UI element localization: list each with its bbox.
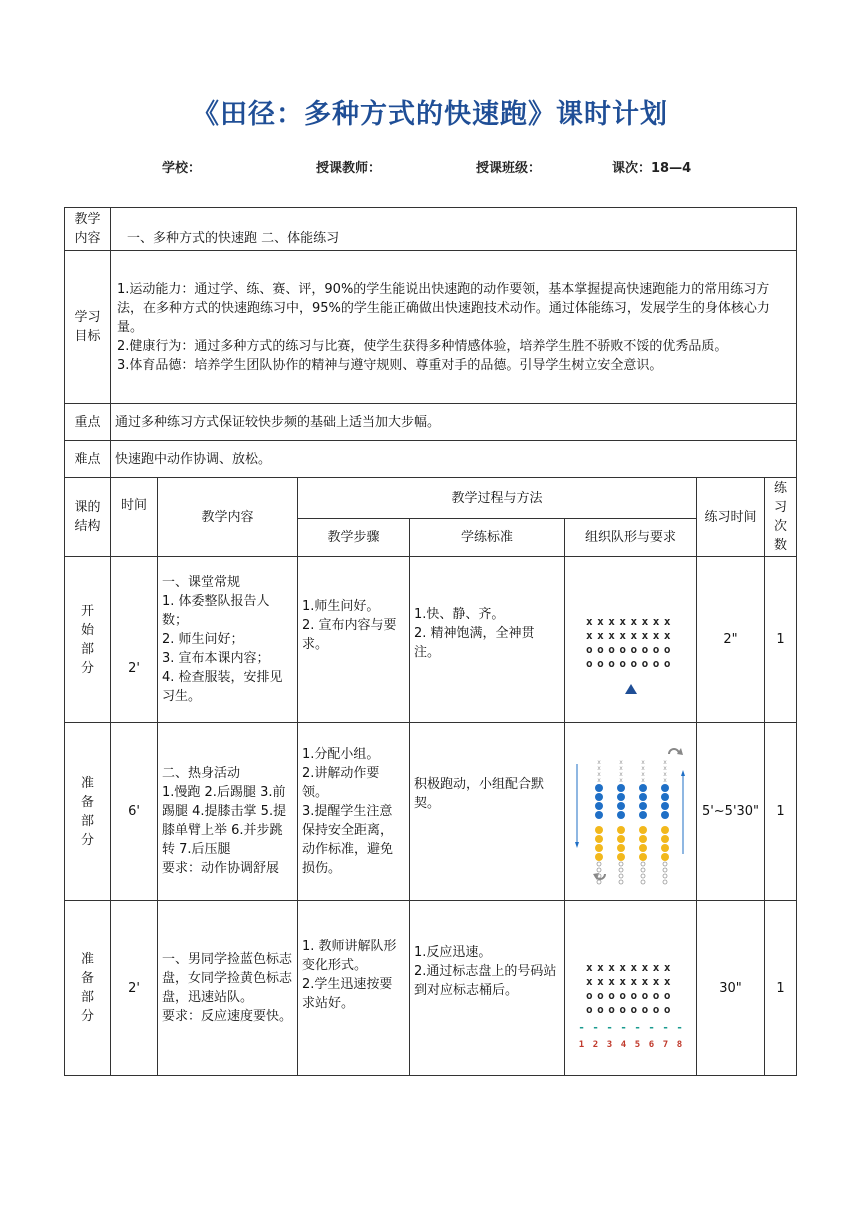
girl-row: oooooooo	[586, 643, 675, 656]
part-steps: 1.师生问好。 2. 宣布内容与要求。	[298, 557, 410, 723]
boy-row: xxxxxxxx	[586, 960, 675, 974]
yellow-disc	[595, 853, 603, 861]
key-row	[65, 404, 797, 441]
header-steps: 教学步骤	[298, 519, 410, 557]
blue-disc	[595, 784, 603, 792]
lesson-plan-table	[64, 207, 797, 1076]
boy-marker: x	[597, 776, 601, 784]
boy-row: xxxxxxxx	[586, 629, 675, 642]
yellow-disc	[639, 826, 647, 834]
boy-marker: x	[641, 770, 645, 778]
part-standard: 积极跑动，小组配合默契。	[410, 723, 565, 901]
girl-marker	[597, 862, 601, 866]
girl-marker	[663, 874, 667, 878]
marker-dash-row	[565, 1021, 696, 1035]
part-label: 准备部分	[65, 723, 111, 901]
yellow-disc	[661, 853, 669, 861]
boy-marker: x	[641, 776, 645, 784]
objectives-text	[111, 251, 797, 404]
blue-disc	[661, 784, 669, 792]
part-standard: 1.快、静、齐。 2. 精神饱满，全神贯注。	[410, 557, 565, 723]
yellow-disc	[617, 853, 625, 861]
girl-marker	[619, 862, 623, 866]
boy-marker: x	[597, 770, 601, 778]
part-count: 1	[765, 901, 797, 1076]
difficulty-row	[65, 441, 797, 478]
boy-row: xxxxxxxx	[586, 615, 675, 628]
part-count: 1	[765, 723, 797, 901]
boy-marker: x	[663, 758, 667, 766]
yellow-disc	[639, 853, 647, 861]
girl-row: oooooooo	[586, 1002, 675, 1016]
marker-number: 5	[634, 1039, 641, 1050]
marker-dash: -	[634, 1020, 641, 1034]
marker-number: 6	[648, 1039, 655, 1050]
marker-number: 3	[606, 1039, 613, 1050]
formation-grid	[565, 615, 696, 671]
yellow-disc	[595, 835, 603, 843]
part-label: 开始部分	[65, 557, 111, 723]
header-teaching-content: 教学内容	[158, 478, 298, 557]
part-practice-time: 5'~5'30"	[697, 723, 765, 901]
marker-dash: -	[676, 1020, 683, 1034]
objective-3: 3.体育品德：培养学生团队协作的精神与遵守规则、尊重对手的品德。引导学生树立安全意识。	[117, 357, 663, 373]
content-label: 教学内容	[65, 208, 111, 251]
part-time: 2'	[111, 901, 158, 1076]
girl-marker	[641, 868, 645, 872]
girl-marker	[663, 880, 667, 884]
yellow-disc	[617, 826, 625, 834]
blue-disc	[639, 793, 647, 801]
formation-diagram-warmup	[565, 723, 697, 901]
boy-row: xxxxxxxx	[586, 974, 675, 988]
difficulty-label: 难点	[65, 441, 111, 478]
girl-marker	[597, 868, 601, 872]
marker-dash: -	[662, 1020, 669, 1034]
content-text: 一、多种方式的快速跑 二、体能练习	[111, 208, 797, 251]
class-label: 授课班级：	[476, 161, 542, 176]
header-standard: 学练标准	[410, 519, 565, 557]
girl-row: oooooooo	[586, 988, 675, 1002]
teacher-marker-icon	[565, 681, 696, 700]
marker-number-row	[565, 1037, 696, 1052]
part-time: 6'	[111, 723, 158, 901]
blue-disc	[639, 802, 647, 810]
girl-marker	[619, 880, 623, 884]
girl-marker	[597, 880, 601, 884]
yellow-disc	[639, 844, 647, 852]
marker-dash: -	[648, 1020, 655, 1034]
yellow-disc	[617, 835, 625, 843]
key-label: 重点	[65, 404, 111, 441]
blue-disc	[595, 802, 603, 810]
blue-disc	[617, 784, 625, 792]
blue-disc	[639, 784, 647, 792]
part-label: 准备部分	[65, 901, 111, 1076]
boy-marker: x	[663, 764, 667, 772]
part-count: 1	[765, 557, 797, 723]
formation-diagram-start	[565, 557, 697, 723]
part-steps: 1. 教师讲解队形变化形式。 2.学生迅速按要求站好。	[298, 901, 410, 1076]
objective-2: 2.健康行为：通过多种方式的练习与比赛，使学生获得多种情感体验，培养学生胜不骄败不馁的优秀品质。	[117, 338, 728, 354]
girl-marker	[663, 868, 667, 872]
yellow-disc	[661, 835, 669, 843]
yellow-disc	[661, 826, 669, 834]
blue-disc	[639, 811, 647, 819]
marker-dash: -	[620, 1020, 627, 1034]
yellow-disc	[595, 844, 603, 852]
marker-number: 7	[662, 1039, 669, 1050]
girl-marker	[619, 868, 623, 872]
formation-grid	[565, 961, 696, 1017]
marker-dash: -	[578, 1020, 585, 1034]
header-time: 时间	[111, 478, 158, 557]
boy-marker: x	[641, 764, 645, 772]
boy-marker: x	[619, 770, 623, 778]
blue-disc	[595, 793, 603, 801]
difficulty-text: 快速跑中动作协调、放松。	[111, 441, 797, 478]
formation-diagram-lineup	[565, 901, 697, 1076]
part-practice-time: 30"	[697, 901, 765, 1076]
header-practice-count: 练习次数	[765, 478, 797, 557]
marker-dash: -	[606, 1020, 613, 1034]
girl-marker	[641, 862, 645, 866]
objectives-row	[65, 251, 797, 404]
blue-disc	[661, 793, 669, 801]
header-formation: 组织队形与要求	[565, 519, 697, 557]
part-practice-time: 2"	[697, 557, 765, 723]
plan-row-lineup	[65, 901, 797, 1076]
blue-disc	[661, 802, 669, 810]
boy-marker: x	[663, 770, 667, 778]
girl-marker	[663, 862, 667, 866]
header-process: 教学过程与方法	[298, 478, 697, 519]
boy-marker: x	[597, 764, 601, 772]
header-row-1	[65, 478, 797, 519]
blue-disc	[661, 811, 669, 819]
teacher-label: 授课教师：	[316, 161, 382, 176]
yellow-disc	[617, 844, 625, 852]
objectives-label: 学习目标	[65, 251, 111, 404]
yellow-disc	[595, 826, 603, 834]
marker-number: 8	[676, 1039, 683, 1050]
boy-marker: x	[619, 764, 623, 772]
school-label: 学校：	[162, 161, 202, 176]
girl-marker	[641, 880, 645, 884]
boy-marker: x	[597, 758, 601, 766]
plan-row-start	[65, 557, 797, 723]
objective-1: 1.运动能力：通过学、练、赛、评，90%的学生能说出快速跑的动作要领，基本掌握提高快速跑能力的常用练习方法，在多种方式的快速跑练习中，95%的学生能正确做出快速跑技术动作。通过体能练习，发展学生的身体核心力量。	[117, 281, 770, 335]
key-text: 通过多种练习方式保证较快步频的基础上适当加大步幅。	[111, 404, 797, 441]
girl-marker	[641, 874, 645, 878]
boy-marker: x	[641, 758, 645, 766]
page-title: 《田径：多种方式的快速跑》课时计划	[192, 99, 668, 130]
header-structure: 课的结构	[65, 478, 111, 557]
marker-number: 4	[620, 1039, 627, 1050]
header-practice-time: 练习时间	[697, 478, 765, 557]
boy-marker: x	[663, 776, 667, 784]
part-content: 二、热身活动 1.慢跑 2.后踢腿 3.前踢腿 4.提膝击掌 5.提膝单臂上举 6.并步跳转 7.后压腿 要求：动作协调舒展	[158, 723, 298, 901]
part-standard: 1.反应迅速。 2.通过标志盘上的号码站到对应标志桶后。	[410, 901, 565, 1076]
blue-disc	[617, 793, 625, 801]
boy-marker: x	[619, 776, 623, 784]
marker-number: 1	[578, 1039, 585, 1050]
boy-marker: x	[619, 758, 623, 766]
content-row	[65, 208, 797, 251]
girl-row: oooooooo	[586, 657, 675, 670]
yellow-disc	[639, 835, 647, 843]
part-time: 2'	[111, 557, 158, 723]
lesson-number: 课次：18—4	[612, 161, 692, 176]
girl-marker	[619, 874, 623, 878]
warmup-formation	[565, 724, 697, 894]
blue-disc	[617, 802, 625, 810]
part-steps: 1.分配小组。 2.讲解动作要领。 3.提醒学生注意保持安全距离，动作标准，避免损伤。	[298, 723, 410, 901]
blue-disc	[595, 811, 603, 819]
marker-dash: -	[592, 1020, 599, 1034]
yellow-disc	[661, 844, 669, 852]
marker-number: 2	[592, 1039, 599, 1050]
part-content: 一、课堂常规 1. 体委整队报告人数； 2. 师生问好； 3. 宣布本课内容； 4. 检查服装，安排见习生。	[158, 557, 298, 723]
plan-row-warmup	[65, 723, 797, 901]
blue-disc	[617, 811, 625, 819]
part-content: 一、男同学捡蓝色标志盘，女同学捡黄色标志盘，迅速站队。 要求：反应速度要快。	[158, 901, 298, 1076]
